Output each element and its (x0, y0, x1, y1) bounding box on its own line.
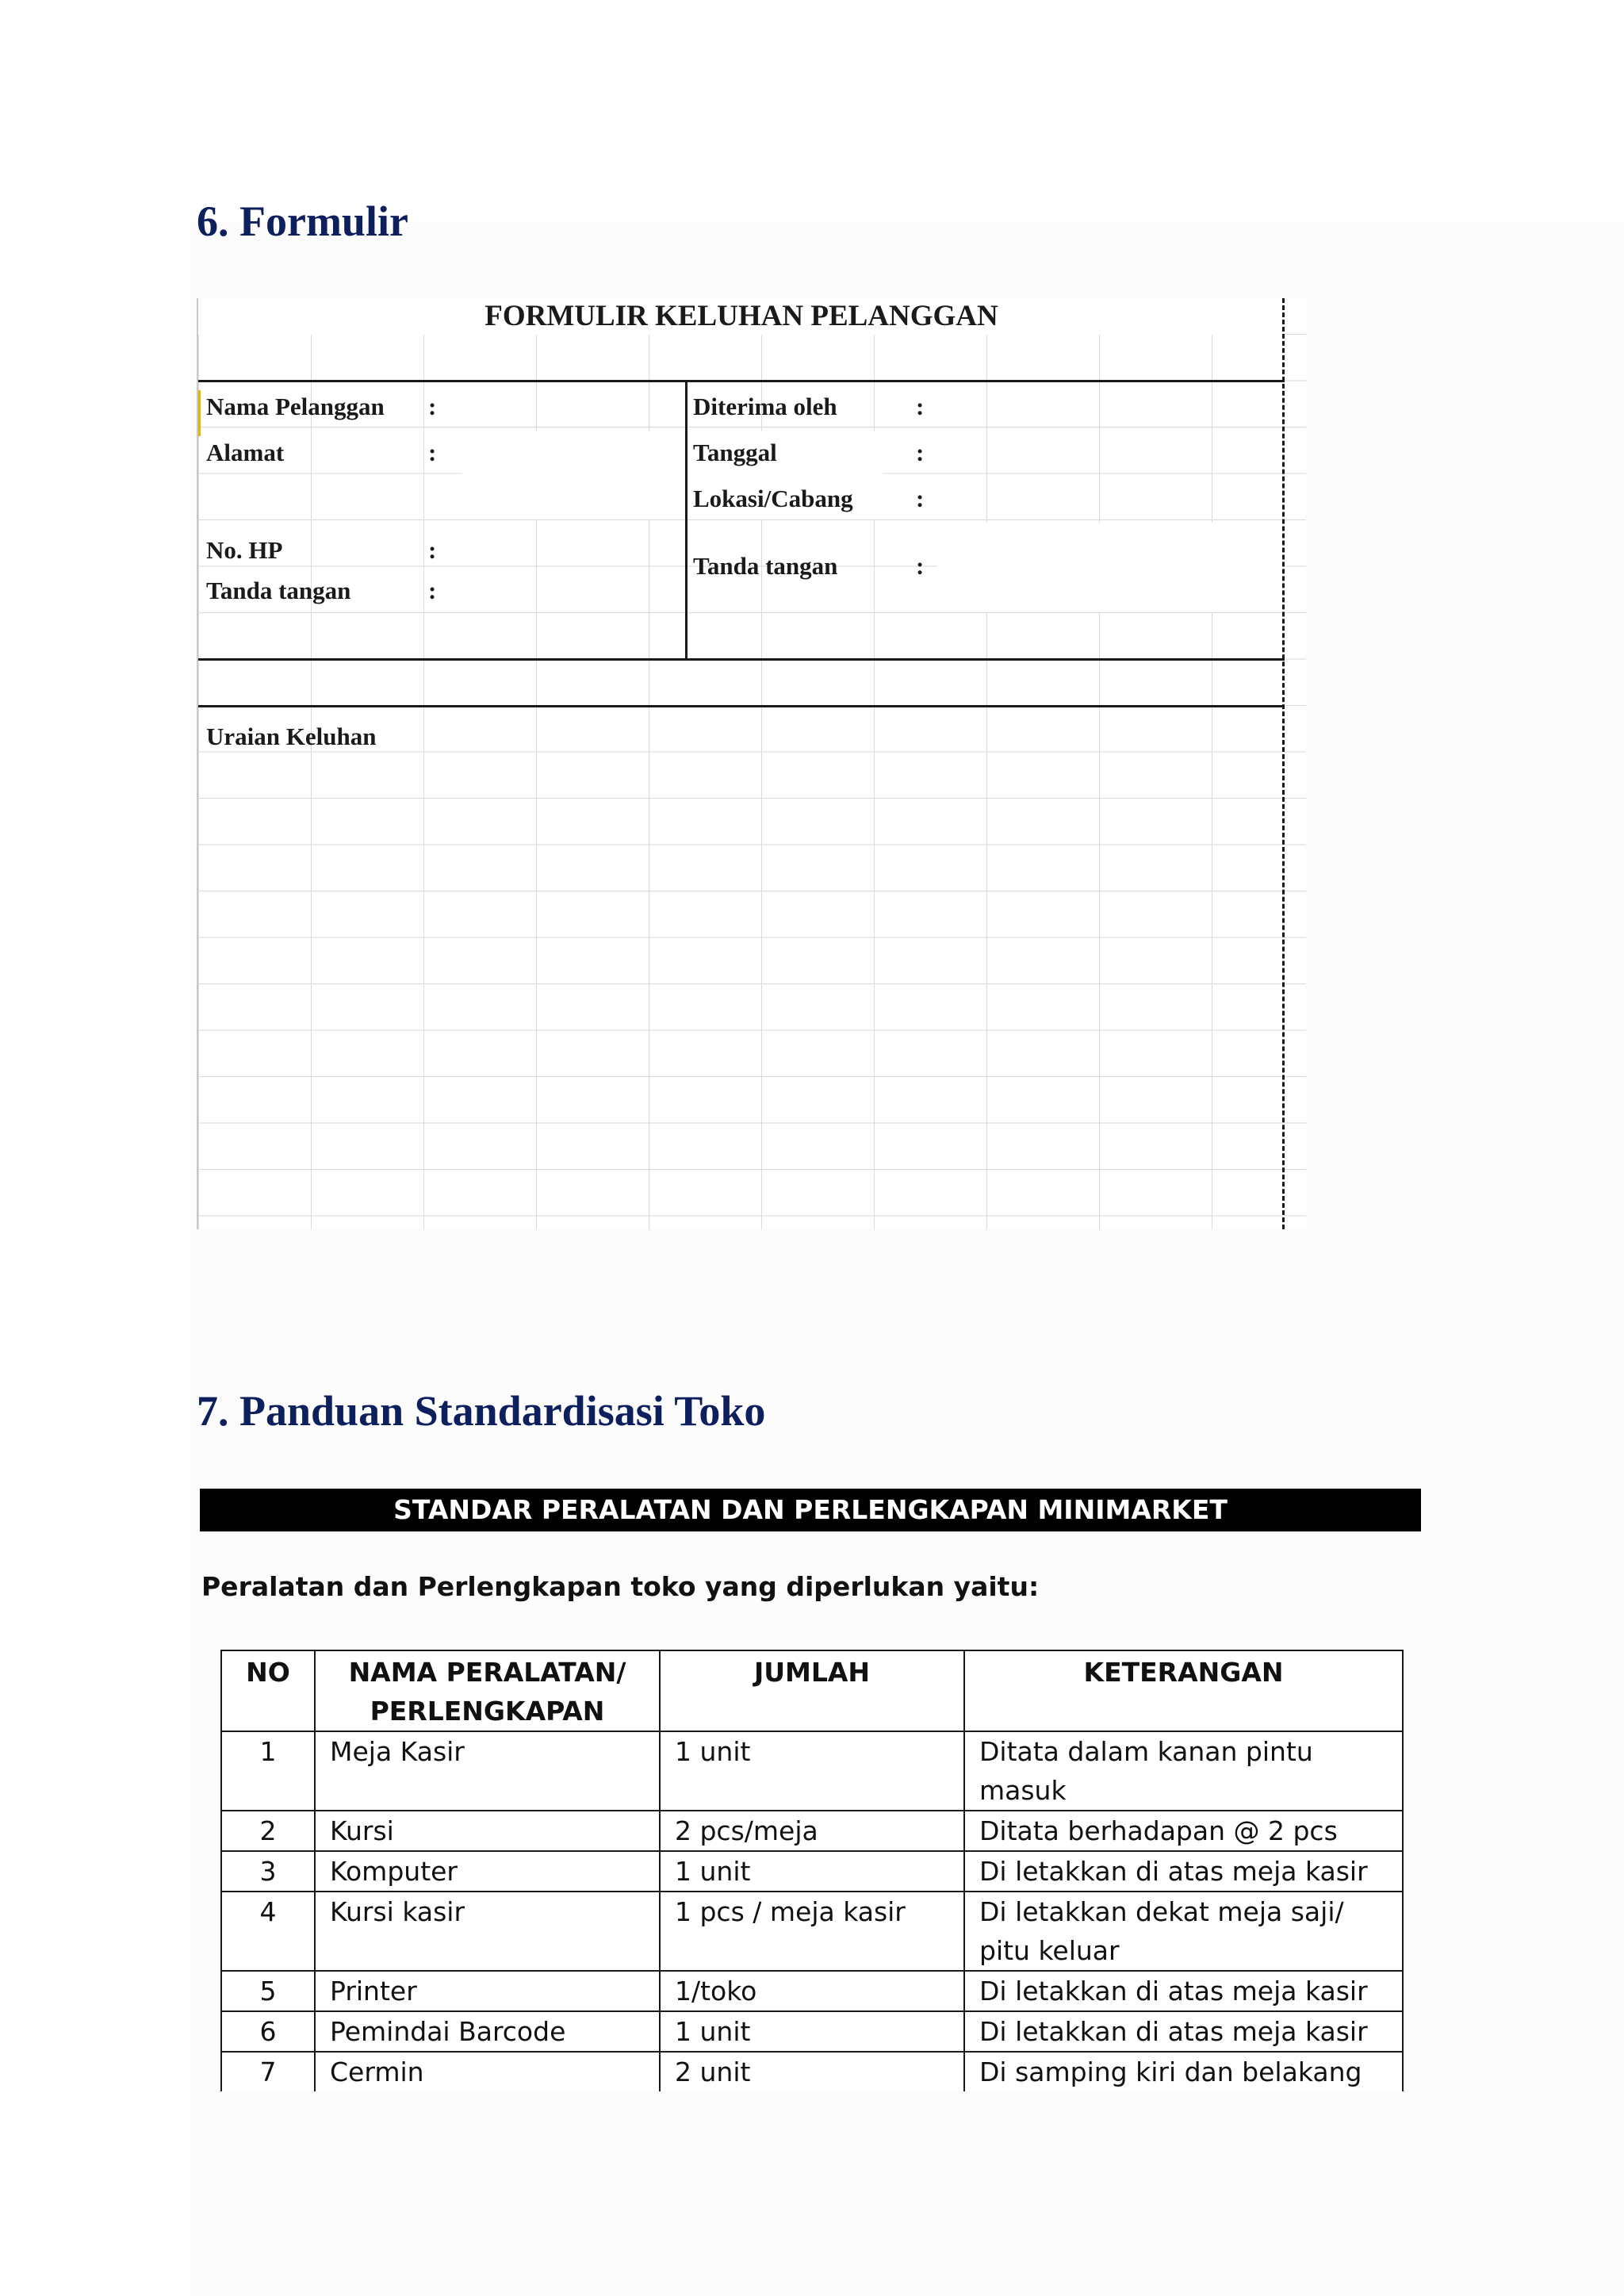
table-row (221, 1731, 1403, 1811)
row-note: Di samping kiri dan belakang (964, 2052, 1403, 2091)
row-qty: 1 unit (660, 1731, 964, 1811)
field-colon: : (916, 485, 925, 512)
equipment-table (220, 1650, 1404, 2091)
field-colon: : (428, 439, 437, 466)
row-name: Cermin (315, 2052, 660, 2091)
cell-selection-marker (197, 390, 201, 436)
form-title: FORMULIR KELUHAN PELANGGAN (198, 298, 1285, 335)
row-no: 3 (221, 1851, 315, 1892)
page-break-line (1282, 298, 1285, 1229)
row-qty: 2 unit (660, 2052, 964, 2091)
field-colon: : (428, 577, 437, 604)
section-heading-standardisasi: 7. Panduan Standardisasi Toko (197, 1387, 766, 1435)
row-no: 6 (221, 2011, 315, 2052)
field-label-lokasi-cabang: Lokasi/Cabang (693, 485, 853, 512)
field-label-tanda-tangan-pelanggan: Tanda tangan (206, 577, 351, 604)
row-qty: 2 pcs/meja (660, 1811, 964, 1851)
row-note: Di letakkan di atas meja kasir (964, 2011, 1403, 2052)
row-qty: 1 pcs / meja kasir (660, 1892, 964, 1971)
form-border-complaint (198, 705, 1285, 707)
table-header-row (221, 1650, 1403, 1731)
row-name: Pemindai Barcode (315, 2011, 660, 2052)
row-note: Di letakkan di atas meja kasir (964, 1971, 1403, 2011)
table-row (221, 1892, 1403, 1971)
row-name: Meja Kasir (315, 1731, 660, 1811)
table-row (221, 1971, 1403, 2011)
field-colon: : (916, 439, 925, 466)
field-label-diterima-oleh: Diterima oleh (693, 393, 837, 420)
field-colon: : (916, 552, 925, 580)
form-divider (685, 380, 688, 661)
field-colon: : (428, 536, 437, 564)
row-note: Ditata dalam kanan pintu masuk (964, 1731, 1403, 1811)
row-no: 7 (221, 2052, 315, 2091)
table-row (221, 1851, 1403, 1892)
table-row (221, 2011, 1403, 2052)
row-no: 2 (221, 1811, 315, 1851)
row-no: 1 (221, 1731, 315, 1811)
field-colon: : (428, 393, 437, 420)
row-qty: 1 unit (660, 2011, 964, 2052)
row-no: 5 (221, 1971, 315, 2011)
row-qty: 1 unit (660, 1851, 964, 1892)
form-border-mid (198, 658, 1285, 661)
column-header-keterangan: KETERANGAN (964, 1650, 1403, 1731)
row-note: Di letakkan dekat meja saji/ pitu keluar (964, 1892, 1403, 1971)
merged-signature-cell (937, 523, 1283, 612)
standard-intro: Peralatan dan Perlengkapan toko yang diperlukan yaitu: (201, 1571, 1040, 1602)
column-header-nama: NAMA PERALATAN/ PERLENGKAPAN (315, 1650, 660, 1731)
field-label-tanggal: Tanggal (693, 439, 777, 466)
field-label-nama: Nama Pelanggan (206, 393, 385, 420)
form-border-top (198, 380, 1285, 382)
field-label-tanda-tangan-penerima: Tanda tangan (693, 552, 838, 580)
row-note: Ditata berhadapan @ 2 pcs (964, 1811, 1403, 1851)
row-name: Komputer (315, 1851, 660, 1892)
table-row (221, 2052, 1403, 2091)
field-label-alamat: Alamat (206, 439, 285, 466)
row-name: Kursi (315, 1811, 660, 1851)
row-no: 4 (221, 1892, 315, 1971)
table-row (221, 1811, 1403, 1851)
row-name: Kursi kasir (315, 1892, 660, 1971)
standard-banner: STANDAR PERALATAN DAN PERLENGKAPAN MINIMARKET (200, 1489, 1421, 1531)
column-header-jumlah: JUMLAH (660, 1650, 964, 1731)
row-note: Di letakkan di atas meja kasir (964, 1851, 1403, 1892)
row-name: Printer (315, 1971, 660, 2011)
field-label-no-hp: No. HP (206, 536, 283, 564)
section-heading-formulir: 6. Formulir (197, 197, 408, 245)
column-header-no: NO (221, 1650, 315, 1731)
complaint-label: Uraian Keluhan (206, 723, 377, 750)
complaint-form-sheet (197, 298, 1306, 1229)
row-qty: 1/toko (660, 1971, 964, 2011)
field-colon: : (916, 393, 925, 420)
